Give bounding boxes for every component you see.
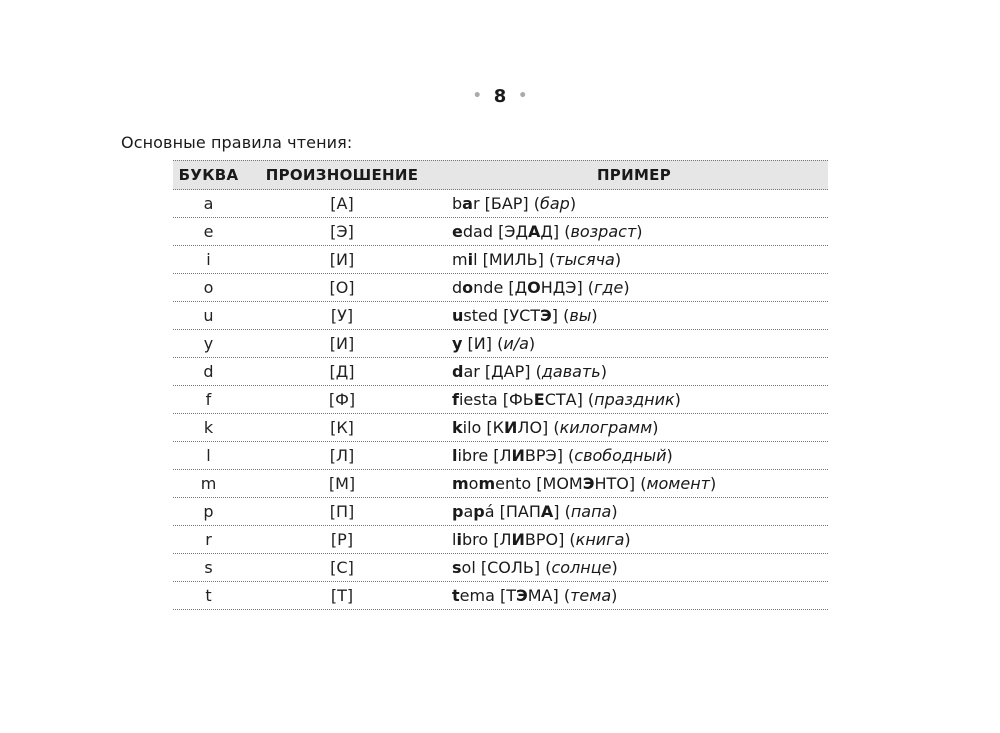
pronunciation-cell: [О] — [329, 278, 355, 297]
dot-right: • — [518, 88, 528, 104]
example-segment: свободный — [574, 446, 667, 465]
example-segment: СТА] ( — [544, 390, 595, 409]
column-header-pronunciation: ПРОИЗНОШЕНИЕ — [265, 166, 419, 184]
table-row — [173, 358, 828, 386]
example-cell — [440, 530, 828, 549]
example-segment: ar [ДАР] ( — [463, 362, 542, 381]
example-segment: и/а — [503, 334, 529, 353]
example-segment: ) — [528, 334, 536, 353]
letter-cell: e — [203, 222, 214, 241]
pronunciation-cell: [Ф] — [328, 390, 356, 409]
example-segment: sted [УСТ — [463, 306, 541, 325]
example-cell — [440, 586, 828, 605]
example-segment: бар — [540, 194, 570, 213]
example-segment: ) — [600, 362, 607, 381]
pronunciation-cell: [Д] — [329, 362, 355, 381]
table-row — [173, 218, 828, 246]
letter-cell: y — [203, 334, 214, 353]
example-segment: тема — [570, 586, 612, 605]
example-segment: iesta [ФЬ — [458, 390, 534, 409]
table-body — [173, 190, 828, 610]
example-segment: i — [456, 530, 462, 549]
example-segment: Э — [540, 306, 552, 325]
example-segment: И — [511, 530, 525, 549]
pronunciation-cell: [К] — [330, 418, 354, 437]
letter-cell: a — [203, 194, 214, 213]
table-header — [173, 160, 828, 190]
example-segment: ) — [666, 446, 673, 465]
example-segment: возраст — [570, 222, 637, 241]
pronunciation-cell: [Р] — [330, 530, 354, 549]
reading-rules-table — [173, 160, 828, 610]
example-segment: p — [473, 502, 485, 521]
example-segment: t — [452, 586, 460, 605]
example-segment: a — [463, 502, 474, 521]
example-segment: ВРО] ( — [524, 530, 576, 549]
example-segment: тысяча — [555, 250, 615, 269]
example-segment: ) — [624, 530, 631, 549]
example-segment: И — [504, 418, 518, 437]
example-segment: e — [452, 222, 463, 241]
example-segment: bro [Л — [461, 530, 512, 549]
example-segment: [БАР] ( — [479, 194, 540, 213]
example-segment: где — [594, 278, 624, 297]
example-segment: ema [Т — [459, 586, 516, 605]
example-segment: nde [Д — [473, 278, 528, 297]
pronunciation-cell: [У] — [330, 306, 354, 325]
example-segment: ) — [674, 390, 681, 409]
pronunciation-cell: [И] — [329, 334, 355, 353]
example-segment: момент — [646, 474, 710, 493]
example-segment: ) — [710, 474, 717, 493]
table-row — [173, 414, 828, 442]
example-cell — [440, 334, 828, 353]
example-segment: солнце — [551, 558, 612, 577]
table-row — [173, 246, 828, 274]
example-segment: s — [452, 558, 462, 577]
table-row — [173, 190, 828, 218]
example-segment: книга — [575, 530, 625, 549]
example-segment: u — [452, 306, 464, 325]
letter-cell: u — [203, 306, 214, 325]
example-segment: r — [472, 194, 480, 213]
letter-cell: s — [204, 558, 213, 577]
example-segment: dad [ЭД — [462, 222, 528, 241]
example-segment: праздник — [594, 390, 675, 409]
example-cell — [440, 222, 828, 241]
example-segment: p — [452, 502, 464, 521]
example-segment: ) — [611, 586, 618, 605]
example-segment: ] ( — [553, 502, 571, 521]
table-row — [173, 470, 828, 498]
example-segment: d — [452, 362, 464, 381]
table-row — [173, 498, 828, 526]
page-number-header — [0, 86, 1000, 107]
table-row — [173, 582, 828, 610]
example-segment: d — [452, 278, 463, 297]
example-segment: l — [452, 446, 458, 465]
example-segment: папа — [570, 502, 612, 521]
example-segment: ) — [611, 502, 618, 521]
example-segment: А — [527, 222, 541, 241]
example-segment: [И] ( — [462, 334, 504, 353]
example-segment: ЛО] ( — [517, 418, 560, 437]
letter-cell: l — [206, 446, 211, 465]
letter-cell: t — [205, 586, 212, 605]
example-segment: ) — [611, 558, 618, 577]
page-number: 8 — [493, 86, 507, 107]
example-segment: ) — [623, 278, 630, 297]
example-segment: ) — [652, 418, 659, 437]
example-segment: á [ПАП — [484, 502, 541, 521]
example-segment: ento [МОМ — [495, 474, 583, 493]
example-segment: вы — [569, 306, 592, 325]
example-segment: ilo [К — [462, 418, 505, 437]
letter-cell: k — [203, 418, 214, 437]
example-segment: Э — [582, 474, 595, 493]
example-segment: ] ( — [551, 306, 570, 325]
letter-cell: o — [203, 278, 214, 297]
example-segment: килограмм — [559, 418, 653, 437]
example-cell — [440, 362, 828, 381]
example-cell — [440, 194, 828, 213]
example-segment: НДЭ] ( — [540, 278, 595, 297]
pronunciation-cell: [И] — [329, 250, 355, 269]
example-cell — [440, 474, 828, 493]
dot-left: • — [472, 88, 482, 104]
example-segment: l — [452, 530, 457, 549]
table-row — [173, 554, 828, 582]
example-segment: m — [452, 474, 469, 493]
example-segment: m — [478, 474, 496, 493]
example-segment: ВРЭ] ( — [524, 446, 575, 465]
example-segment: ibre [Л — [457, 446, 512, 465]
table-row — [173, 386, 828, 414]
example-cell — [440, 250, 828, 269]
example-segment: ) — [614, 250, 622, 269]
example-cell — [440, 502, 828, 521]
example-segment: ) — [636, 222, 643, 241]
example-segment: О — [527, 278, 541, 297]
pronunciation-cell: [С] — [330, 558, 354, 577]
letter-cell: p — [203, 502, 214, 521]
example-segment: ol [СОЛЬ] ( — [461, 558, 552, 577]
example-cell — [440, 418, 828, 437]
example-segment: ) — [591, 306, 598, 325]
pronunciation-cell: [Т] — [330, 586, 354, 605]
example-segment: b — [452, 194, 463, 213]
letter-cell: f — [205, 390, 212, 409]
table-row — [173, 526, 828, 554]
example-segment: Д] ( — [540, 222, 571, 241]
example-cell — [440, 390, 828, 409]
example-segment: m — [452, 250, 468, 269]
example-segment: НТО] ( — [594, 474, 647, 493]
intro-text: Основные правила чтения: — [121, 133, 353, 152]
example-segment: ) — [569, 194, 577, 213]
example-segment: k — [452, 418, 463, 437]
pronunciation-cell: [П] — [329, 502, 355, 521]
table-row — [173, 330, 828, 358]
example-segment: давать — [541, 362, 601, 381]
pronunciation-cell: [Э] — [330, 222, 354, 241]
table-row — [173, 302, 828, 330]
example-cell — [440, 446, 828, 465]
letter-cell: r — [205, 530, 212, 549]
example-segment: Э — [516, 586, 528, 605]
example-segment: a — [462, 194, 473, 213]
example-segment: o — [462, 278, 474, 297]
column-header-letter: БУКВА — [178, 166, 239, 184]
example-segment: o — [468, 474, 479, 493]
example-cell — [440, 306, 828, 325]
letter-cell: d — [203, 362, 214, 381]
example-segment: i — [467, 250, 474, 269]
column-header-example: ПРИМЕР — [596, 166, 672, 184]
example-segment: МА] ( — [527, 586, 571, 605]
pronunciation-cell: [Л] — [329, 446, 355, 465]
example-segment: f — [452, 390, 459, 409]
example-segment: А — [540, 502, 554, 521]
table-row — [173, 274, 828, 302]
pronunciation-cell: [А] — [330, 194, 354, 213]
letter-cell: m — [200, 474, 217, 493]
table-row — [173, 442, 828, 470]
example-cell — [440, 558, 828, 577]
example-segment: l [МИЛЬ] ( — [473, 250, 556, 269]
letter-cell: i — [206, 250, 211, 269]
example-segment: Е — [533, 390, 545, 409]
example-segment: y — [452, 334, 463, 353]
example-segment: И — [511, 446, 525, 465]
pronunciation-cell: [М] — [328, 474, 356, 493]
example-cell — [440, 278, 828, 297]
